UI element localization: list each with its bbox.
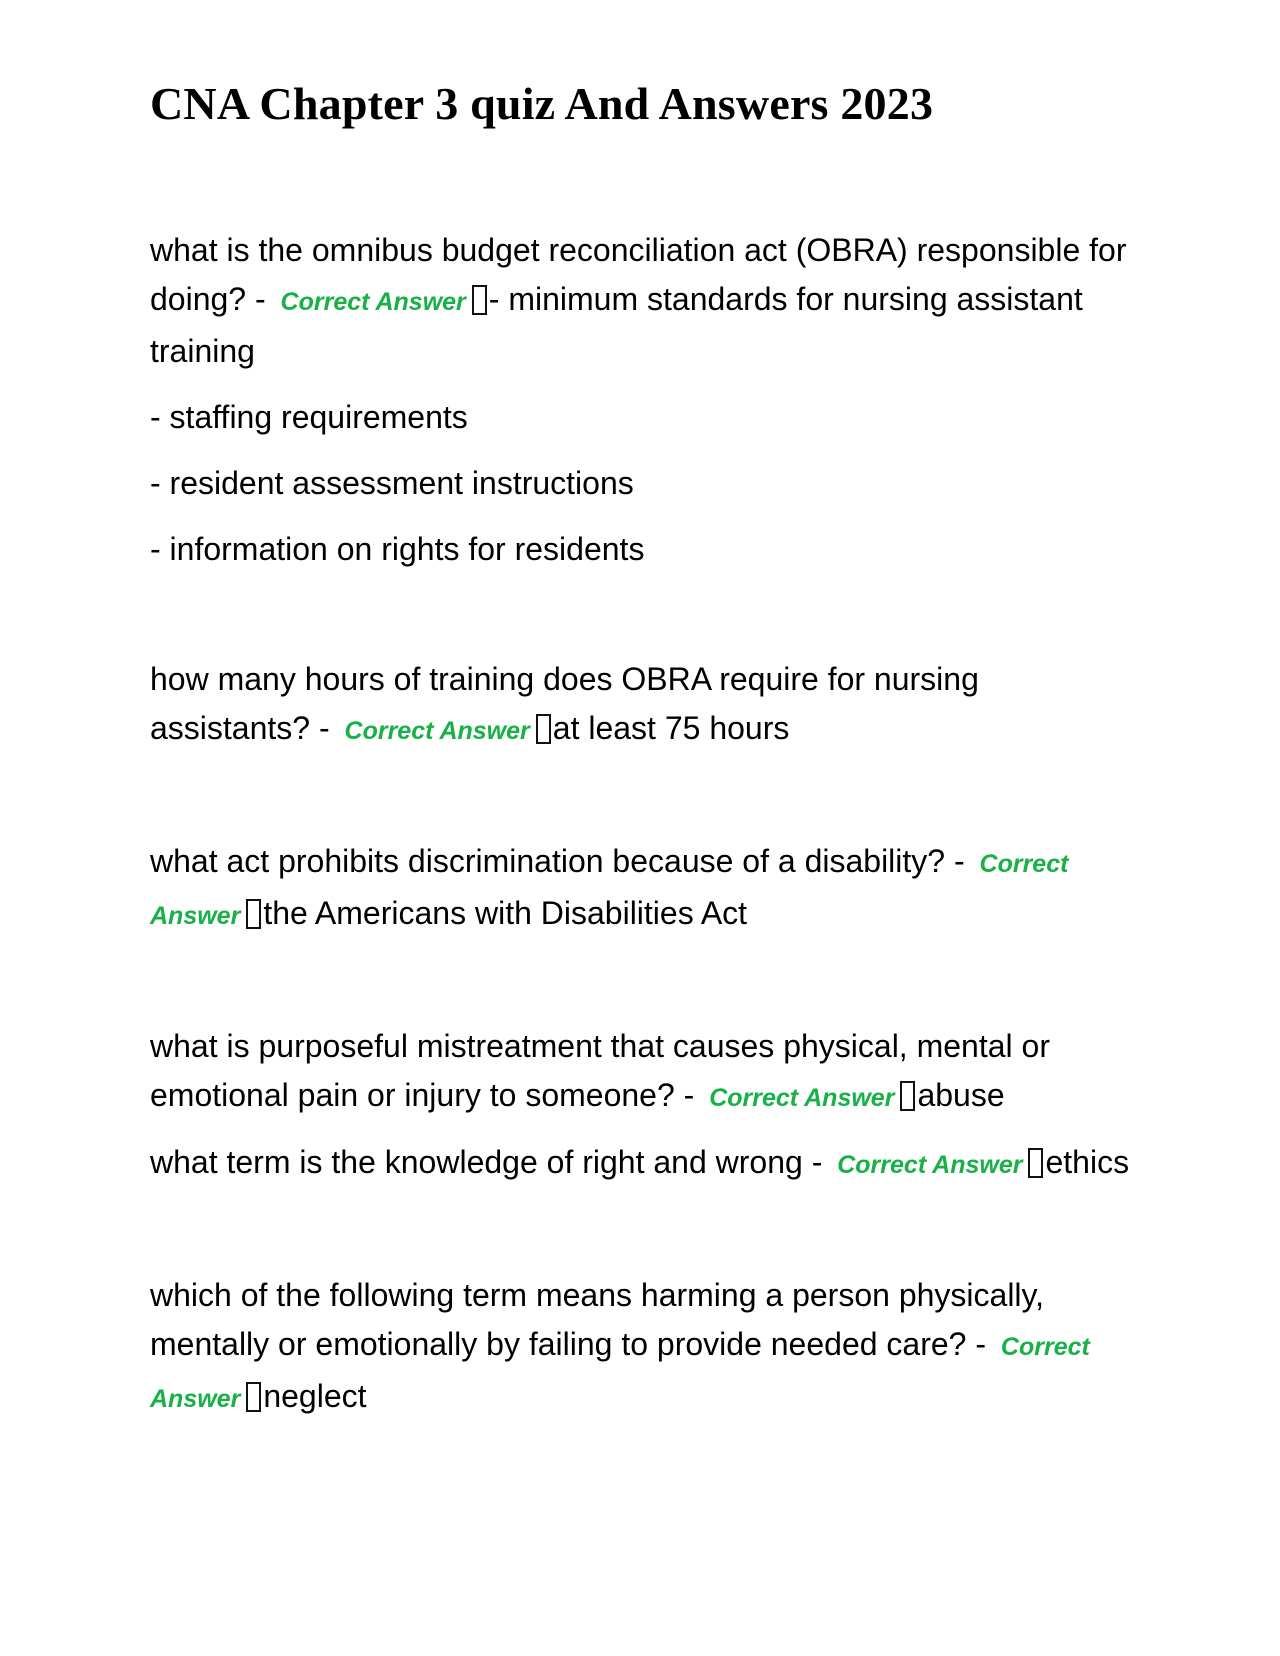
answer-2: at least 75 hours: [552, 710, 790, 746]
question-2: how many hours of training does OBRA require for nursing assistants? -: [150, 661, 979, 746]
correct-answer-label: Correct Answer: [709, 1084, 895, 1112]
missing-glyph-box-icon: [536, 714, 551, 744]
correct-answer-label: Correct Answer: [280, 288, 466, 316]
answer-6: neglect: [263, 1378, 367, 1414]
missing-glyph-box-icon: [472, 285, 487, 315]
missing-glyph-box-icon: [1028, 1148, 1043, 1178]
qa-item-obra: [150, 226, 1140, 574]
spacer: [150, 1123, 1140, 1138]
answer-1: - minimum standards for nursing assistant training: [150, 281, 1083, 369]
question-text: [150, 226, 1140, 376]
qa-item-neglect: [150, 1271, 1140, 1424]
answer-detail-line: - information on rights for residents: [150, 531, 645, 567]
spacer: [150, 756, 1140, 837]
question-5: what term is the knowledge of right and wrong -: [150, 1144, 823, 1180]
answer-detail-line: - staffing requirements: [150, 399, 468, 435]
question-6: which of the following term means harming a person physically, mentally or emotionally by failing to provide needed care? -: [150, 1277, 1045, 1362]
document-title: CNA Chapter 3 quiz And Answers 2023: [150, 78, 934, 129]
answer-detail-line: - resident assessment instructions: [150, 465, 634, 501]
answer-5: ethics: [1045, 1144, 1130, 1180]
qa-item-abuse: [150, 1022, 1140, 1123]
spacer: [150, 574, 1140, 655]
missing-glyph-box-icon: [246, 1382, 261, 1412]
spacer: [150, 941, 1140, 1022]
correct-answer-label: Correct Answer: [150, 850, 1069, 930]
correct-answer-label: Correct Answer: [344, 717, 530, 745]
qa-item-ethics: [150, 1138, 1140, 1190]
correct-answer-label: Correct Answer: [150, 1333, 1090, 1413]
question-4: what is purposeful mistreatment that causes physical, mental or emotional pain or injury to someone? -: [150, 1028, 1050, 1113]
qa-item-disability-act: [150, 837, 1140, 941]
missing-glyph-box-icon: [246, 899, 261, 929]
question-answer-list: [150, 226, 1140, 1424]
answer-3: the Americans with Disabilities Act: [263, 895, 748, 931]
qa-item-training-hours: [150, 655, 1140, 756]
question-3: what act prohibits discrimination because of a disability? -: [150, 843, 965, 879]
question-1: what is the omnibus budget reconciliation act (OBRA) responsible for doing? -: [150, 232, 1127, 317]
missing-glyph-box-icon: [900, 1081, 915, 1111]
spacer: [150, 1190, 1140, 1271]
document-page: [150, 74, 1140, 1424]
correct-answer-label: Correct Answer: [837, 1151, 1023, 1179]
answer-4: abuse: [917, 1077, 1005, 1113]
